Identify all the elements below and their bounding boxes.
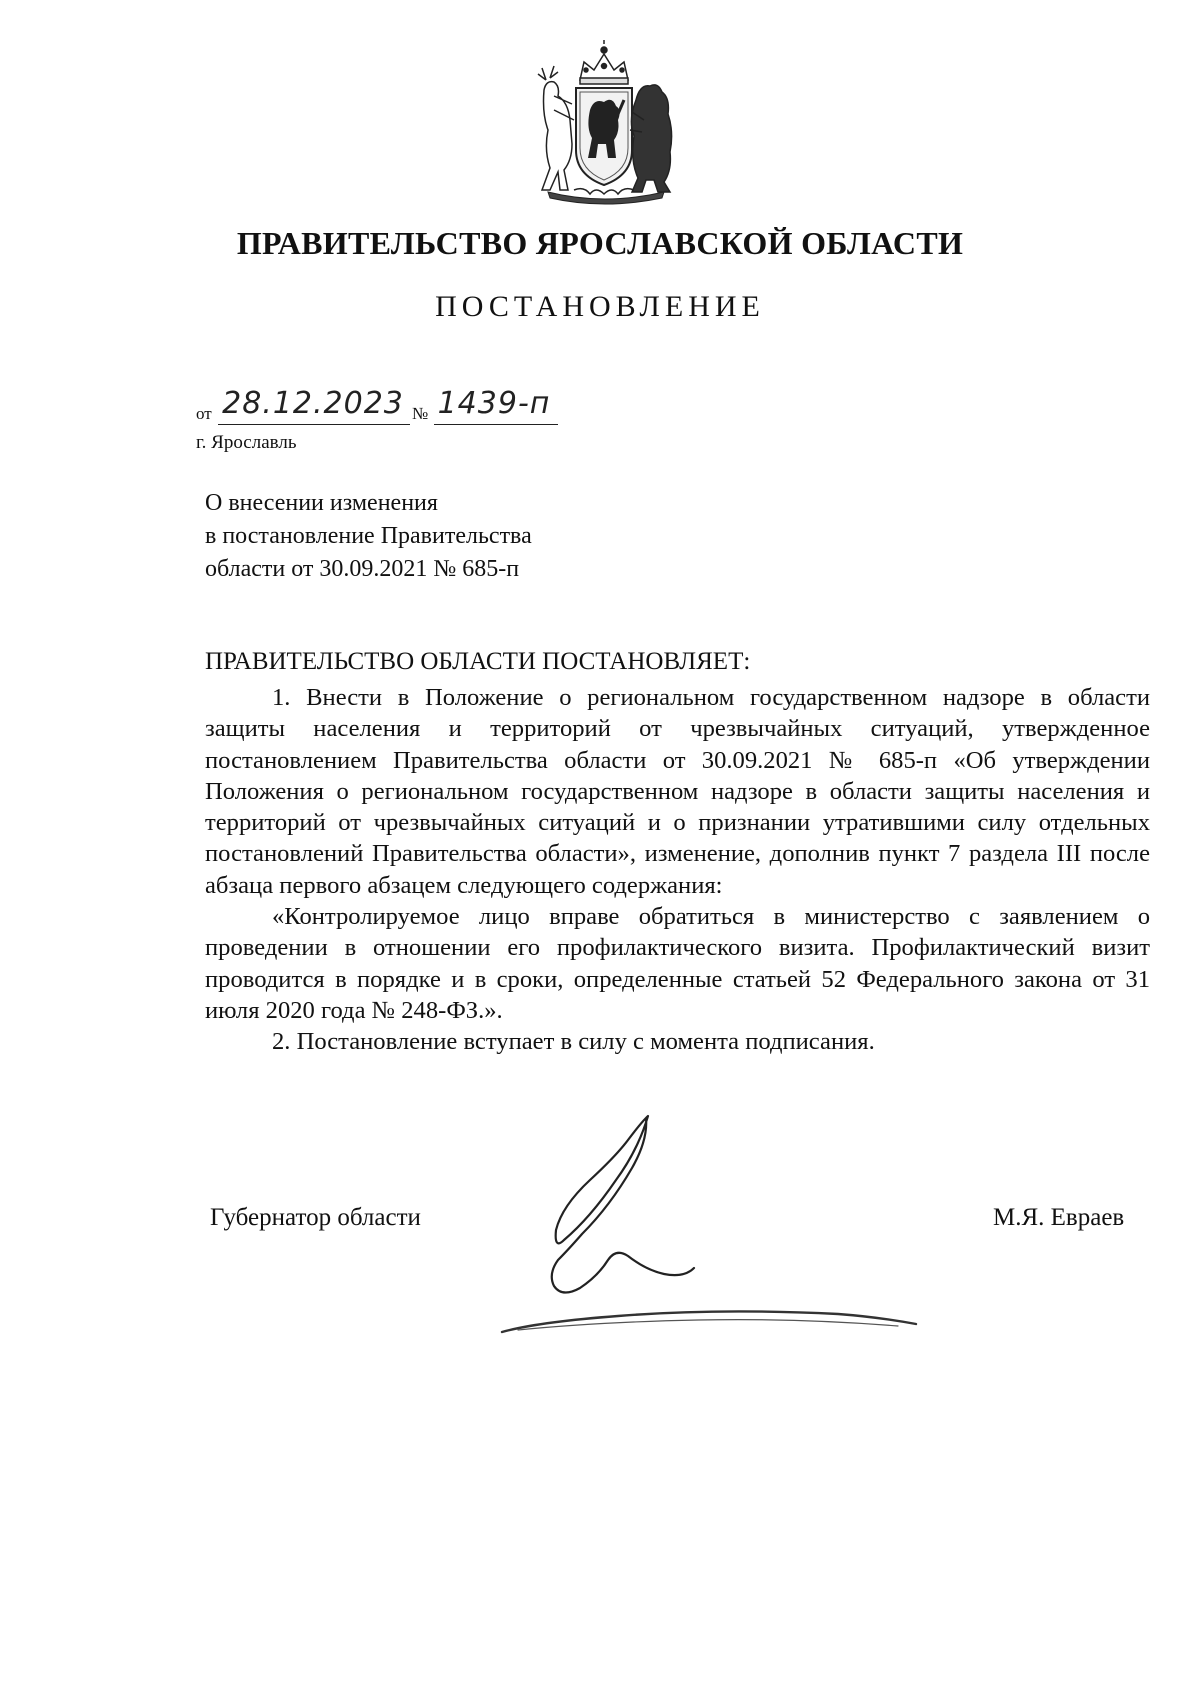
- subject-line: О внесении изменения: [205, 490, 438, 516]
- city-label: г. Ярославль: [196, 432, 297, 453]
- subject-line: области от 30.09.2021 № 685-п: [205, 556, 520, 582]
- paragraph-item-1: 1. Внести в Положение о региональном государственном надзоре в области защиты населения и территорий от чрезвычайных ситуаций, утвержденное постановлением Правительства области от 30.09.2021 № 685-п «Об утверждении Положения о региональном государственном надзоре в области защиты населения и территорий от чрезвычайных ситуаций и о признании утратившими силу отдельных постановлений Правительства области», изменение, дополнив пункт 7 раздела III после абзаца первого абзацем следующего содержания:: [205, 684, 1150, 899]
- subject-line: в постановление Правительства: [205, 523, 532, 549]
- coat-of-arms-icon: [524, 40, 684, 210]
- paragraph-item-2: 2. Постановление вступает в силу с момента подписания.: [272, 1028, 875, 1056]
- signatory-name: М.Я. Евраев: [993, 1204, 1125, 1231]
- number-underline: [434, 424, 558, 425]
- document-type-heading: ПОСТАНОВЛЕНИЕ: [435, 290, 765, 323]
- handwritten-number: 1439-п: [437, 386, 551, 421]
- handwritten-signature-icon: [498, 1110, 918, 1350]
- handwritten-date: 28.12.2023: [222, 386, 404, 421]
- document-body: [205, 682, 1150, 1058]
- date-prefix: от: [196, 404, 212, 423]
- signatory-title: Губернатор области: [210, 1204, 421, 1231]
- document-subject: [205, 487, 805, 586]
- date-underline: [218, 424, 410, 425]
- organization-title: ПРАВИТЕЛЬСТВО ЯРОСЛАВСКОЙ ОБЛАСТИ: [236, 225, 964, 261]
- paragraph-quoted-amendment: «Контролируемое лицо вправе обратиться в министерство с заявлением о проведении в отношении его профилактического визита. Профилактический визит проводится в порядке и в сроки, определенные статьей 52 Федерального закона от 31 июля 2020 года № 248-ФЗ.».: [205, 903, 1150, 1024]
- registration-line: [196, 386, 596, 430]
- resolution-preamble: ПРАВИТЕЛЬСТВО ОБЛАСТИ ПОСТАНОВЛЯЕТ:: [205, 648, 751, 675]
- number-prefix: №: [412, 404, 429, 423]
